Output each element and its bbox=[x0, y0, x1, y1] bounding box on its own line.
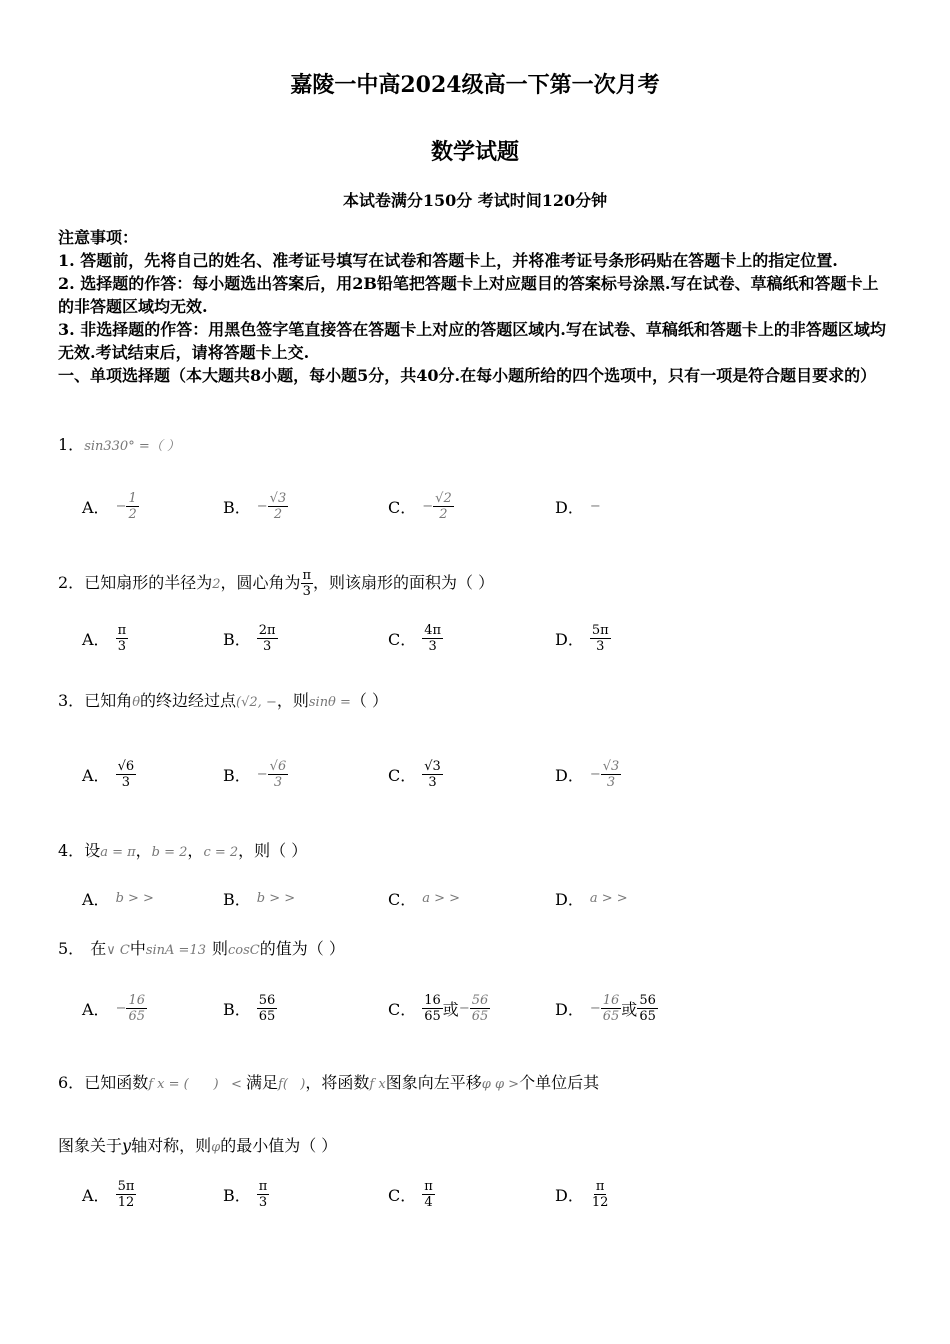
option-d[interactable]: D． a > > bbox=[555, 889, 628, 909]
option-a[interactable]: A． − $\frac{1}{2}$ bbox=[82, 490, 137, 522]
option-b[interactable]: B． − $\frac{√3}{2}$ bbox=[223, 490, 287, 522]
option-c[interactable]: C． $\frac{\pi}{4}$ bbox=[388, 1178, 433, 1210]
question-number: 6． bbox=[58, 1073, 85, 1092]
option-b[interactable]: B． $\frac{\pi}{3}$ bbox=[223, 1178, 268, 1210]
option-b[interactable]: B． b > > bbox=[223, 889, 296, 909]
option-c[interactable]: C． $\frac{√3}{3}$ bbox=[388, 758, 441, 790]
question-4-options bbox=[82, 878, 882, 918]
option-d[interactable]: D． − bbox=[555, 497, 601, 517]
option-c[interactable]: C． − $\frac{√2}{2}$ bbox=[388, 490, 452, 522]
option-b[interactable]: B． − $\frac{√6}{3}$ bbox=[223, 758, 287, 790]
option-a[interactable]: A． $\frac{5\pi}{12}$ bbox=[82, 1178, 135, 1210]
question-5-options bbox=[82, 988, 882, 1028]
question-6: 6．已知函数f x = ( ) < 满足f( )，将函数f x图象向左平移φ φ >个单位后其 bbox=[58, 1073, 600, 1092]
question-stem: sin330° =（ ） bbox=[84, 439, 180, 454]
section-heading: 一、单项选择题（本大题共8小题，每小题5分，共40分.在每小题所给的四个选项中，只有一项是符合题目要求的） bbox=[58, 366, 877, 385]
option-a[interactable]: A． b > > bbox=[82, 889, 154, 909]
note-item: 1. 答题前，先将自己的姓名、准考证号填写在试卷和答题卡上，并将准考证号条形码贴在答题卡上的指定位置. bbox=[58, 251, 838, 270]
option-a[interactable]: A． $\frac{√6}{3}$ bbox=[82, 758, 135, 790]
question-6-line-2: 图象关于y轴对称，则φ的最小值为（ ） bbox=[58, 1136, 338, 1155]
note-item: 3. 非选择题的作答：用黑色签字笔直接答在答题卡上对应的答题区域内.写在试卷、草稿纸和答题卡上的非答题区域均无效.考试结束后，请将答题卡上交. bbox=[58, 320, 886, 362]
option-b[interactable]: B． $\frac{56}{65}$ bbox=[223, 992, 276, 1024]
subject-title: 数学试题 bbox=[430, 139, 519, 165]
question-number: 4． bbox=[58, 841, 85, 860]
question-number: 3． bbox=[58, 691, 85, 710]
option-d[interactable]: D． − $\frac{√3}{3}$ bbox=[555, 758, 620, 790]
question-6-options bbox=[82, 1174, 882, 1214]
option-c[interactable]: C． $\frac{4\pi}{3}$ bbox=[388, 622, 442, 654]
note-item: 2. 选择题的作答：每小题选出答案后，用2B铅笔把答题卡上对应题目的答案标号涂黑.写在试卷、草稿纸和答题卡上的非答题区域均无效. bbox=[58, 274, 879, 316]
question-number: 1． bbox=[58, 435, 85, 454]
option-d[interactable]: D． $\frac{5\pi}{3}$ bbox=[555, 622, 609, 654]
option-b[interactable]: B． $\frac{2\pi}{3}$ bbox=[223, 622, 276, 654]
question-2-options bbox=[82, 618, 882, 658]
option-d[interactable]: D． $\frac{\pi}{12}$ bbox=[555, 1178, 609, 1210]
option-d[interactable]: D． − $\frac{16}{65}$ 或 $\frac{56}{65}$ bbox=[555, 992, 656, 1024]
question-number: 2． bbox=[58, 573, 85, 592]
question-number: 5． bbox=[58, 939, 85, 958]
question-1 bbox=[58, 434, 893, 458]
exam-title: 嘉陵一中高2024级高一下第一次月考 bbox=[290, 72, 660, 98]
question-1-options bbox=[82, 486, 882, 526]
option-a[interactable]: A． $\frac{\pi}{3}$ bbox=[82, 622, 127, 654]
notes-heading: 注意事项： bbox=[58, 228, 139, 247]
question-5: 5． 在∨ C中sinA =13 则cosC的值为（ ） bbox=[58, 939, 345, 958]
question-3: 3．已知角θ的终边经过点(√2, −，则sinθ =（ ） bbox=[58, 691, 389, 710]
question-2: 2．已知扇形的半径为2，圆心角为 $\frac{\pi}{3}$ ，则该扇形的面积为（ ） bbox=[58, 568, 495, 599]
question-3-options bbox=[82, 754, 882, 794]
question-4: 4．设a = π，b = 2，c = 2，则（ ） bbox=[58, 841, 308, 860]
exam-info: 本试卷满分150分 考试时间120分钟 bbox=[342, 191, 608, 210]
option-c[interactable]: C． $\frac{16}{65}$ 或 − $\frac{56}{65}$ bbox=[388, 992, 489, 1024]
notes-section bbox=[58, 226, 893, 387]
option-c[interactable]: C． a > > bbox=[388, 889, 461, 909]
option-a[interactable]: A． − $\frac{16}{65}$ bbox=[82, 992, 146, 1024]
